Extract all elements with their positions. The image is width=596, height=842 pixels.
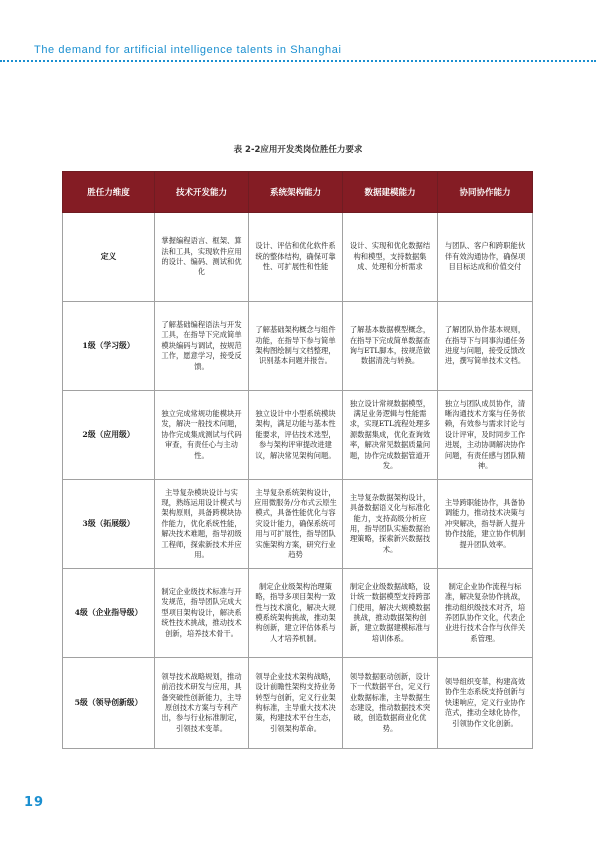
- table-cell: 设计、实现和优化数据结构和模型，支持数据集成、处理和分析需求: [343, 213, 438, 302]
- table-cell: 制定企业级数据战略，设计统一数据模型支持跨部门使用，解决大规模数据挑战，推动数据架构创新，建立数据建模标准与培训体系。: [343, 569, 438, 658]
- table-cell: 主导复杂模块设计与实现，熟练运用设计模式与架构原则，具备跨模块协作能力，优化系统性能，解决技术难题，指导初级工程师，探索新技术并应用。: [155, 480, 249, 569]
- table-cell: 了解团队协作基本规则，在指导下与同事沟通任务进度与问题，接受反馈改进，撰写简单技术文档。: [438, 302, 533, 391]
- page-number: 19: [24, 795, 45, 810]
- table-row: [63, 213, 533, 302]
- table-cell: 了解基本数据模型概念，在指导下完成简单数据查询与ETL脚本，按规范做数据清洗与转换。: [343, 302, 438, 391]
- competency-table: [62, 171, 533, 749]
- table-cell: 领导企业技术架构战略，设计前瞻性架构支持业务转型与创新，定义行业架构标准，主导重大技术决策，构建技术平台生态，引领架构革命。: [249, 658, 343, 749]
- column-header: 技术开发能力: [155, 172, 249, 213]
- table-cell: 领导组织变革，构建高效协作生态系统支持创新与快速响应，定义行业协作范式，推动全球化协作，引领协作文化创新。: [438, 658, 533, 749]
- table-cell: 领导技术战略规划，推动前沿技术研发与应用，具备突破性创新能力，主导原创技术方案与专利产出，参与行业标准制定，引领技术变革。: [155, 658, 249, 749]
- row-label: 2级（应用级）: [63, 391, 155, 480]
- row-label: 1级（学习级）: [63, 302, 155, 391]
- column-header: 协同协作能力: [438, 172, 533, 213]
- table-row: [63, 480, 533, 569]
- table-cell: 独立与团队成员协作，清晰沟通技术方案与任务依赖，有效参与需求讨论与设计评审，及时同步工作进展，主动协调解决协作问题，有责任感与团队精神。: [438, 391, 533, 480]
- table-row: [63, 391, 533, 480]
- header-dotted-rule: [0, 60, 596, 62]
- table-cell: 主导复杂数据架构设计，具备数据语义化与标准化能力，支持高级分析应用，指导团队实施数据治理策略，探索新兴数据技术。: [343, 480, 438, 569]
- column-header: 胜任力维度: [63, 172, 155, 213]
- column-header: 数据建模能力: [343, 172, 438, 213]
- table-caption: 表 2-2应用开发类岗位胜任力要求: [233, 145, 363, 155]
- table-row: [63, 302, 533, 391]
- column-header: 系统架构能力: [249, 172, 343, 213]
- table-cell: 主导跨职能协作，具备协调能力，推动技术决策与冲突解决，指导新人提升协作技能，建立协作机制提升团队效率。: [438, 480, 533, 569]
- row-label: 5级（领导创新级）: [63, 658, 155, 749]
- table-cell: 领导数据驱动创新，设计下一代数据平台，定义行业数据标准，主导数据生态建设，推动数据技术突破，创造数据商业化优势。: [343, 658, 438, 749]
- table-cell: 制定企业级技术标准与开发规范，指导团队完成大型项目架构设计，解决系统性技术挑战，推动技术创新，培养技术骨干。: [155, 569, 249, 658]
- table-cell: 独立设计中小型系统模块架构，满足功能与基本性能要求，评估技术选型，参与架构评审提改进建议，解决常见架构问题。: [249, 391, 343, 480]
- table-row: [63, 658, 533, 749]
- table-cell: 制定企业协作流程与标准，解决复杂协作挑战，推动组织级技术对齐，培养团队协作文化，代表企业进行技术合作与伙伴关系管理。: [438, 569, 533, 658]
- table-cell: 独立完成常规功能模块开发，解决一般技术问题，协作完成集成测试与代码审查，有责任心与主动性。: [155, 391, 249, 480]
- table-cell: 了解基础编程语法与开发工具，在指导下完成简单模块编码与调试，按规范工作，愿意学习，接受反馈。: [155, 302, 249, 391]
- row-label: 4级（企业指导级）: [63, 569, 155, 658]
- table-header-row: [63, 172, 533, 213]
- table-cell: 独立设计常规数据模型，满足业务逻辑与性能需求，实现ETL流程处理多源数据集成，优化查询效率，解决常见数据质量问题，协作完成数据管道开发。: [343, 391, 438, 480]
- table-cell: 制定企业级架构治理策略，指导多项目架构一致性与技术演化，解决大规模系统架构挑战，推动架构创新，建立评估体系与人才培养机制。: [249, 569, 343, 658]
- row-label: 定义: [63, 213, 155, 302]
- table-row: [63, 569, 533, 658]
- table-cell: 与团队、客户和跨职能伙伴有效沟通协作，确保项目目标达成和价值交付: [438, 213, 533, 302]
- table-cell: 主导复杂系统架构设计，应用微服务/分布式云原生模式，具备性能优化与容灾设计能力，确保系统可用与可扩展性，指导团队实施架构方案，研究行业趋势: [249, 480, 343, 569]
- row-label: 3级（拓展级）: [63, 480, 155, 569]
- table-cell: 了解基础架构概念与组件功能，在指导下参与简单架构图绘制与文档整理，识别基本问题并报告。: [249, 302, 343, 391]
- table-cell: 掌握编程语言、框架、算法和工具，实现软件应用的设计、编码、测试和优化: [155, 213, 249, 302]
- running-header-title: The demand for artificial intelligence talents in Shanghai: [34, 44, 342, 56]
- table-cell: 设计、评估和优化软件系统的整体结构，确保可靠性、可扩展性和性能: [249, 213, 343, 302]
